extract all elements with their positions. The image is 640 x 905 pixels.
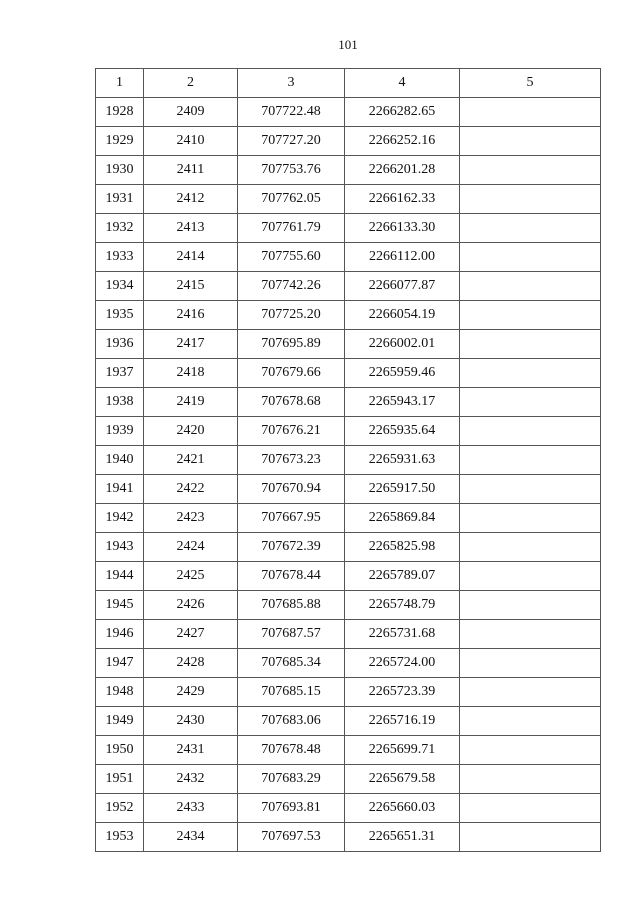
table-cell-col1: 1945 [96,591,144,620]
table-cell-col4: 2265935.64 [345,417,460,446]
table-cell-col5 [460,417,601,446]
table-cell-col3: 707727.20 [238,127,345,156]
table-cell-col3: 707697.53 [238,823,345,852]
table-row [96,678,601,707]
table-cell-col4: 2265959.46 [345,359,460,388]
table-cell-col3: 707685.34 [238,649,345,678]
table-cell-col2: 2428 [144,649,238,678]
table-cell-col1: 1933 [96,243,144,272]
table-cell-col2: 2429 [144,678,238,707]
table-cell-col3: 707725.20 [238,301,345,330]
table-cell-col3: 707667.95 [238,504,345,533]
table-cell-col4: 2266002.01 [345,330,460,359]
table-row [96,562,601,591]
table-row [96,707,601,736]
table-row [96,620,601,649]
table-cell-col4: 2265651.31 [345,823,460,852]
table-row [96,301,601,330]
table-cell-col2: 2423 [144,504,238,533]
table-cell-col1: 1929 [96,127,144,156]
column-header-3: 3 [238,69,345,98]
table-cell-col4: 2265931.63 [345,446,460,475]
table-cell-col3: 707673.23 [238,446,345,475]
table-row [96,736,601,765]
table-cell-col4: 2265789.07 [345,562,460,591]
table-cell-col5 [460,823,601,852]
table-cell-col1: 1952 [96,794,144,823]
table-cell-col4: 2265723.39 [345,678,460,707]
table-cell-col2: 2416 [144,301,238,330]
table-cell-col2: 2431 [144,736,238,765]
table-cell-col1: 1944 [96,562,144,591]
table-cell-col5 [460,388,601,417]
table-cell-col1: 1934 [96,272,144,301]
table-row [96,649,601,678]
table-cell-col5 [460,707,601,736]
table-header-row [96,69,601,98]
table-cell-col1: 1943 [96,533,144,562]
table-cell-col4: 2265660.03 [345,794,460,823]
table-cell-col1: 1937 [96,359,144,388]
table-cell-col4: 2266282.65 [345,98,460,127]
table-cell-col3: 707755.60 [238,243,345,272]
table-cell-col5 [460,562,601,591]
table-cell-col5 [460,330,601,359]
table-cell-col2: 2409 [144,98,238,127]
table-cell-col1: 1938 [96,388,144,417]
table-cell-col1: 1939 [96,417,144,446]
table-cell-col3: 707761.79 [238,214,345,243]
table-cell-col2: 2414 [144,243,238,272]
table-cell-col5 [460,678,601,707]
table-cell-col1: 1935 [96,301,144,330]
table-cell-col4: 2265825.98 [345,533,460,562]
table-cell-col3: 707676.21 [238,417,345,446]
table-row [96,98,601,127]
table-cell-col3: 707683.06 [238,707,345,736]
table-cell-col5 [460,214,601,243]
table-cell-col5 [460,301,601,330]
table-cell-col1: 1947 [96,649,144,678]
table-cell-col5 [460,156,601,185]
table-cell-col4: 2266077.87 [345,272,460,301]
table-cell-col5 [460,272,601,301]
table-cell-col1: 1930 [96,156,144,185]
table-cell-col5 [460,765,601,794]
table-cell-col2: 2424 [144,533,238,562]
table-row [96,272,601,301]
table-cell-col3: 707753.76 [238,156,345,185]
table-cell-col4: 2265724.00 [345,649,460,678]
table-cell-col4: 2265943.17 [345,388,460,417]
table-cell-col1: 1932 [96,214,144,243]
table-cell-col4: 2265716.19 [345,707,460,736]
table-cell-col5 [460,736,601,765]
table-cell-col2: 2430 [144,707,238,736]
table-cell-col4: 2266054.19 [345,301,460,330]
table-cell-col4: 2266201.28 [345,156,460,185]
table-cell-col3: 707685.15 [238,678,345,707]
table-cell-col2: 2422 [144,475,238,504]
table-cell-col5 [460,620,601,649]
column-header-4: 4 [345,69,460,98]
table-body [96,98,601,852]
table-cell-col4: 2266162.33 [345,185,460,214]
table-cell-col5 [460,446,601,475]
table-row [96,794,601,823]
table-cell-col4: 2266133.30 [345,214,460,243]
table-cell-col3: 707693.81 [238,794,345,823]
table-row [96,417,601,446]
table-cell-col5 [460,591,601,620]
table-cell-col3: 707679.66 [238,359,345,388]
table-cell-col3: 707722.48 [238,98,345,127]
table-cell-col1: 1946 [96,620,144,649]
table-row [96,388,601,417]
table-cell-col2: 2432 [144,765,238,794]
table-cell-col2: 2415 [144,272,238,301]
table-row [96,214,601,243]
table-cell-col4: 2266112.00 [345,243,460,272]
table-cell-col5 [460,185,601,214]
column-header-5: 5 [460,69,601,98]
table-cell-col1: 1950 [96,736,144,765]
table-cell-col2: 2426 [144,591,238,620]
table-cell-col3: 707695.89 [238,330,345,359]
table-cell-col3: 707687.57 [238,620,345,649]
table-cell-col1: 1951 [96,765,144,794]
table-cell-col2: 2420 [144,417,238,446]
table-cell-col3: 707678.44 [238,562,345,591]
table-cell-col5 [460,359,601,388]
table-row [96,359,601,388]
table-cell-col2: 2427 [144,620,238,649]
table-cell-col1: 1931 [96,185,144,214]
table-cell-col4: 2265699.71 [345,736,460,765]
table-cell-col1: 1948 [96,678,144,707]
table-cell-col2: 2434 [144,823,238,852]
table-cell-col2: 2433 [144,794,238,823]
table-cell-col4: 2265748.79 [345,591,460,620]
table-row [96,823,601,852]
table-cell-col5 [460,98,601,127]
table-cell-col2: 2418 [144,359,238,388]
table-cell-col2: 2412 [144,185,238,214]
table-cell-col4: 2265731.68 [345,620,460,649]
table-cell-col5 [460,533,601,562]
table-cell-col2: 2413 [144,214,238,243]
table-cell-col5 [460,794,601,823]
table-cell-col2: 2425 [144,562,238,591]
table-cell-col3: 707685.88 [238,591,345,620]
coordinates-table [95,68,601,852]
table-cell-col5 [460,243,601,272]
table-cell-col2: 2411 [144,156,238,185]
table-row [96,533,601,562]
table-row [96,475,601,504]
table-cell-col4: 2266252.16 [345,127,460,156]
table-cell-col1: 1949 [96,707,144,736]
table-row [96,185,601,214]
table-cell-col3: 707742.26 [238,272,345,301]
table-cell-col3: 707683.29 [238,765,345,794]
table-row [96,243,601,272]
table-row [96,765,601,794]
table-cell-col1: 1936 [96,330,144,359]
column-header-1: 1 [96,69,144,98]
table-cell-col5 [460,504,601,533]
column-header-2: 2 [144,69,238,98]
table-cell-col2: 2417 [144,330,238,359]
table-row [96,446,601,475]
table-cell-col5 [460,475,601,504]
table-row [96,504,601,533]
table-cell-col4: 2265869.84 [345,504,460,533]
table-row [96,156,601,185]
table-cell-col3: 707678.68 [238,388,345,417]
table-cell-col5 [460,649,601,678]
table-row [96,127,601,156]
table-cell-col3: 707678.48 [238,736,345,765]
table-cell-col3: 707672.39 [238,533,345,562]
table-cell-col1: 1940 [96,446,144,475]
page-number: 101 [338,37,358,52]
table-cell-col1: 1953 [96,823,144,852]
table-row [96,591,601,620]
table-cell-col2: 2421 [144,446,238,475]
table-row [96,330,601,359]
table-cell-col2: 2419 [144,388,238,417]
table-cell-col1: 1928 [96,98,144,127]
table-cell-col3: 707670.94 [238,475,345,504]
table-cell-col1: 1942 [96,504,144,533]
table-cell-col5 [460,127,601,156]
table-cell-col4: 2265679.58 [345,765,460,794]
table-cell-col4: 2265917.50 [345,475,460,504]
table-cell-col3: 707762.05 [238,185,345,214]
table-cell-col2: 2410 [144,127,238,156]
table-cell-col1: 1941 [96,475,144,504]
